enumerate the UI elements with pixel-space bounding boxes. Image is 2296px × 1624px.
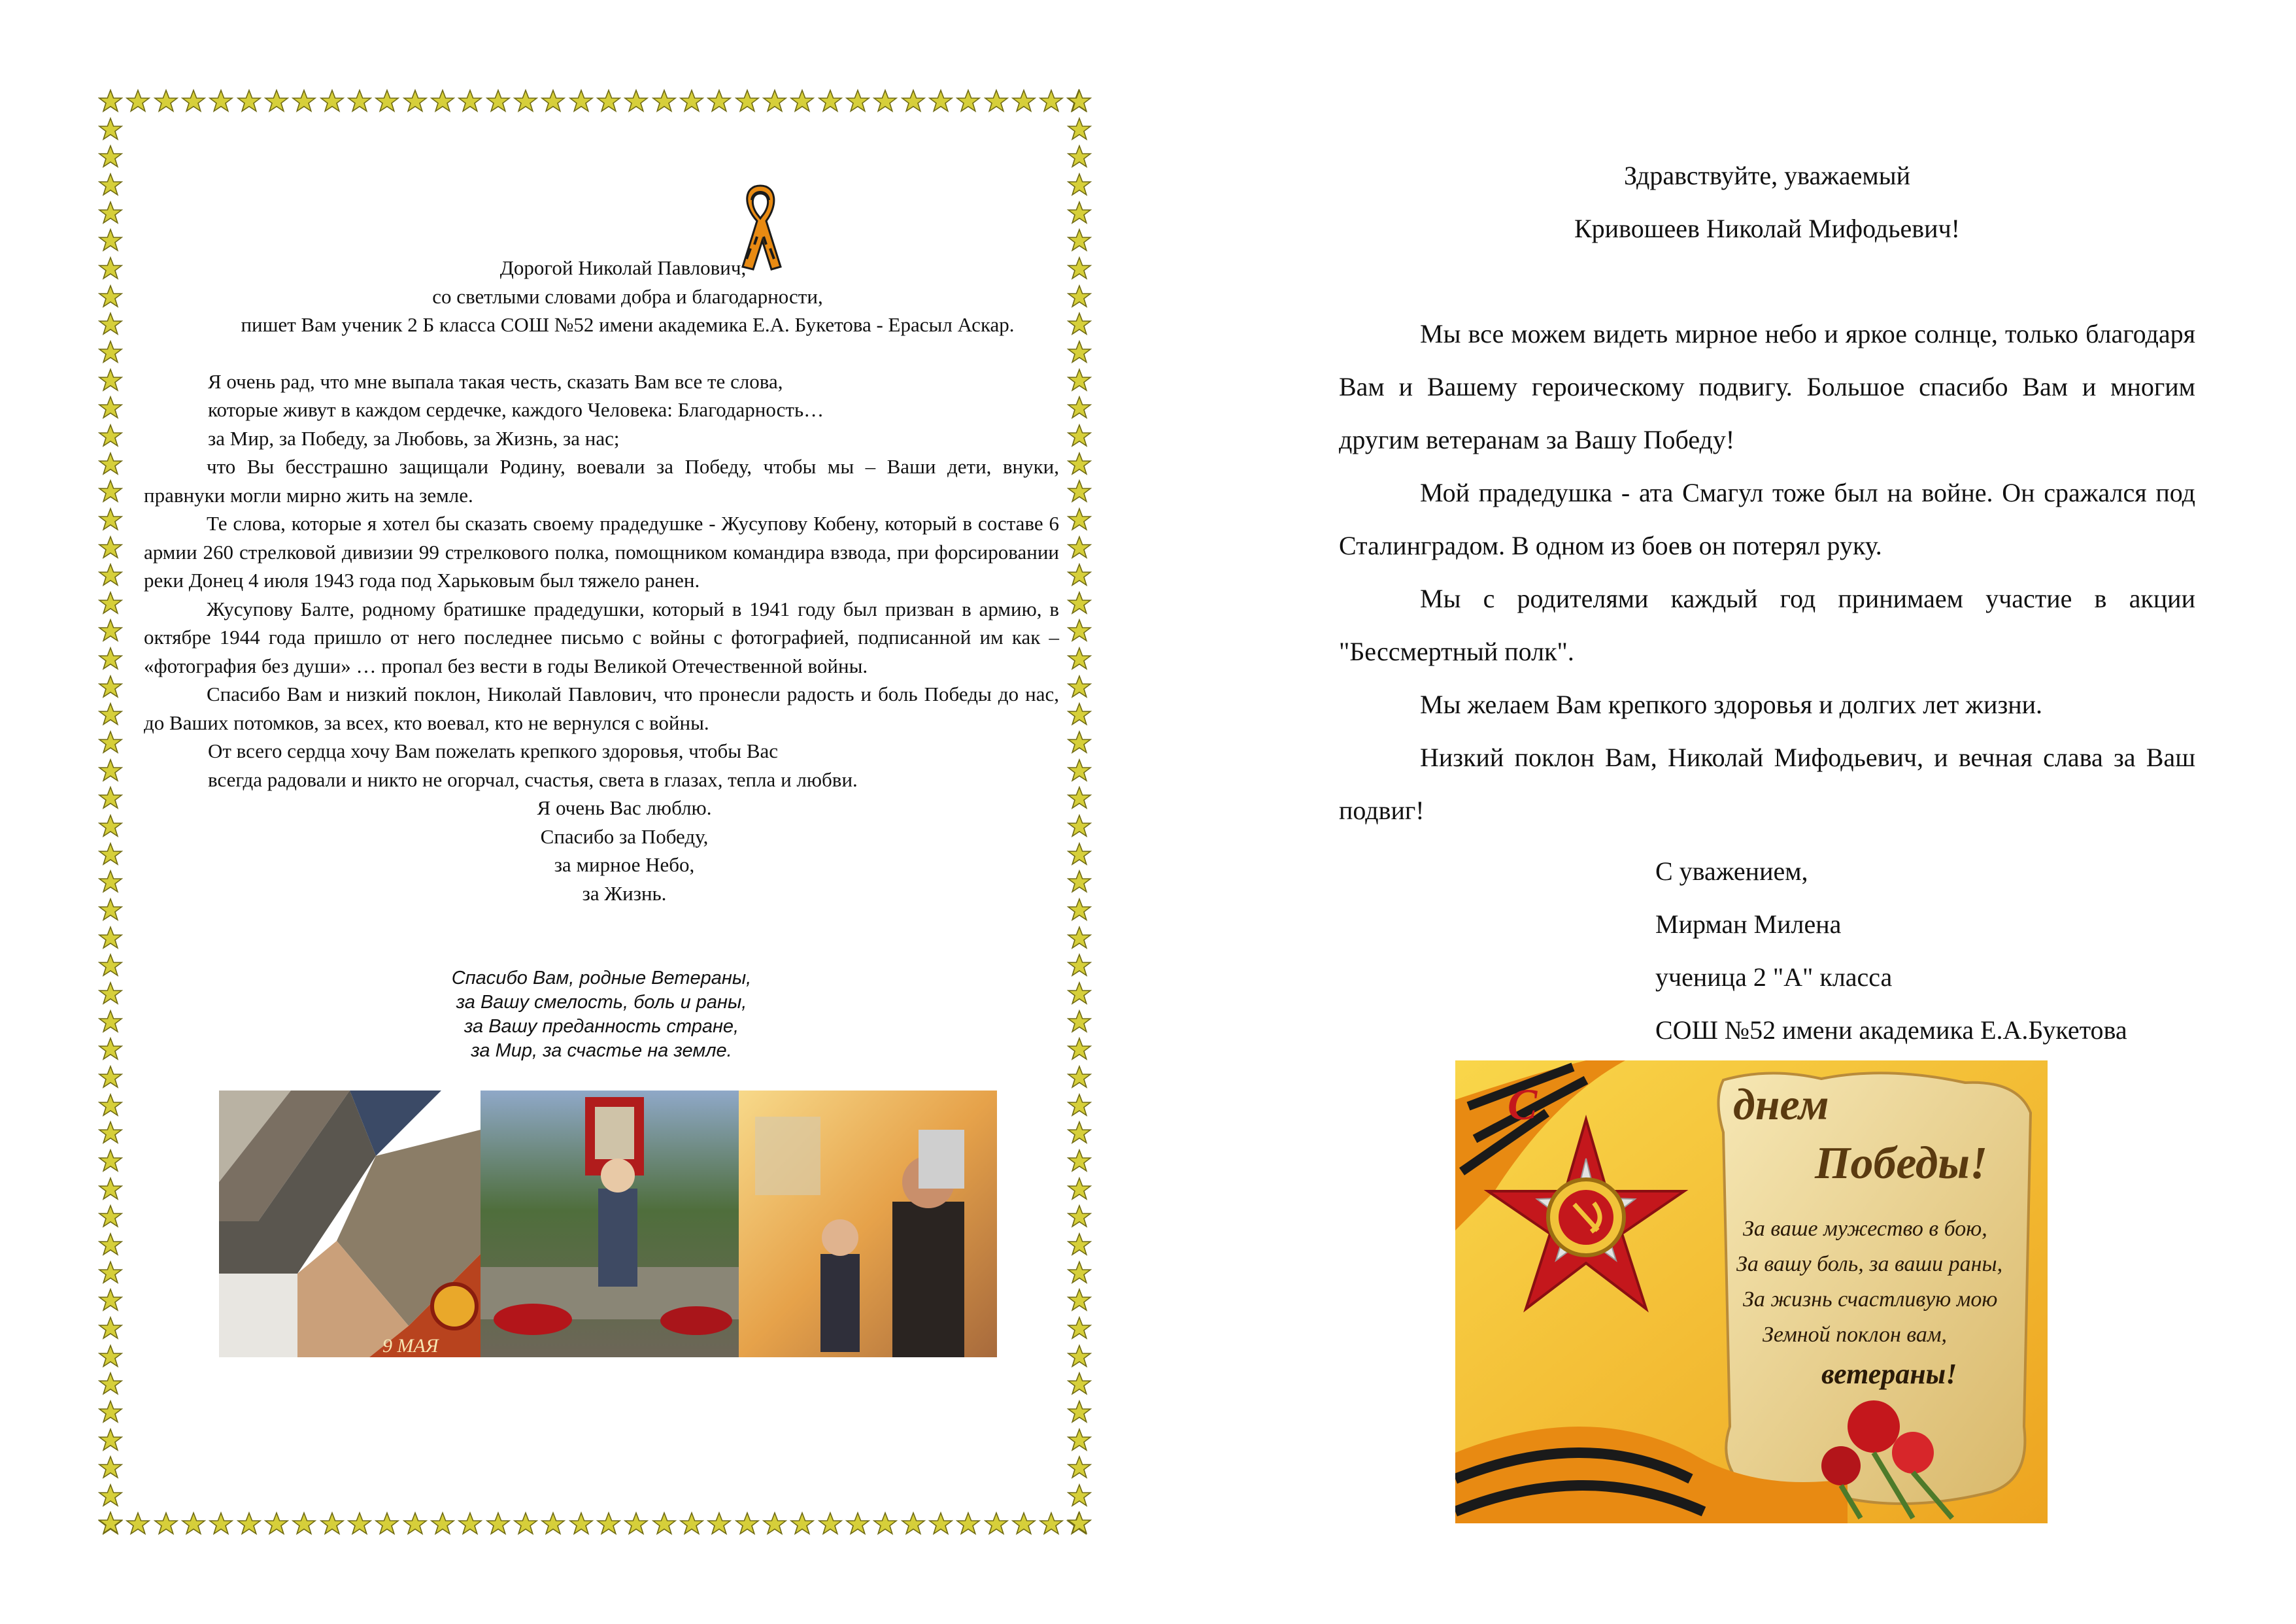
star-icon: [873, 89, 898, 114]
star-icon: [292, 89, 316, 114]
star-icon: [1067, 117, 1092, 142]
star-icon: [818, 1512, 843, 1536]
star-icon: [1067, 1344, 1092, 1369]
star-icon: [1067, 870, 1092, 894]
star-icon: [1067, 1065, 1092, 1090]
postcard-title-prefix: С: [1508, 1079, 1538, 1129]
star-icon: [98, 898, 123, 922]
star-icon: [98, 814, 123, 839]
star-icon: [1067, 144, 1092, 169]
star-icon: [98, 1009, 123, 1034]
collage-caption: 9 МАЯ: [382, 1335, 439, 1357]
star-icon: [652, 89, 677, 114]
star-icon: [98, 89, 123, 114]
letter-line: которые живут в каждом сердечке, каждого Человека: Благодарность…: [208, 398, 824, 421]
signature-line: Мирман Милена: [1655, 909, 1842, 939]
letter-closing: Спасибо за Победу,: [540, 824, 709, 848]
star-icon: [790, 1512, 815, 1536]
star-icon: [237, 1512, 262, 1536]
poem-line: за Мир, за счастье на земле.: [471, 1040, 732, 1061]
star-icon: [1067, 702, 1092, 727]
star-icon: [98, 144, 123, 169]
star-icon: [1067, 452, 1092, 477]
poem-line: за Вашу смелость, боль и раны,: [456, 992, 747, 1013]
star-icon: [320, 1512, 345, 1536]
star-icon: [1067, 535, 1092, 560]
star-icon: [98, 1121, 123, 1145]
star-icon: [237, 89, 262, 114]
star-icon: [1067, 1121, 1092, 1145]
star-icon: [98, 563, 123, 588]
letter-paragraph: Низкий поклон Вам, Николай Мифодьевич, и вечная слава за Ваш подвиг!: [1339, 743, 2195, 825]
star-icon: [679, 89, 704, 114]
signature-line: СОШ №52 имени академика Е.А.Букетова: [1655, 1015, 2127, 1045]
star-icon: [1067, 1400, 1092, 1425]
victory-day-postcard: [1455, 1060, 2048, 1523]
star-icon: [98, 1204, 123, 1229]
right-letter-text: [1339, 149, 2195, 837]
star-icon: [98, 591, 123, 616]
star-icon: [1067, 312, 1092, 337]
star-icon: [1067, 647, 1092, 671]
star-icon: [98, 647, 123, 671]
star-border-top: [98, 89, 1092, 114]
star-icon: [1039, 89, 1064, 114]
star-icon: [1067, 563, 1092, 588]
star-icon: [98, 256, 123, 281]
letter-paragraph: Жусупову Балте, родному братишке прадедушки, который в 1941 году был призван в армию, в октябре 1944 года пришло от него последнее письмо с войны с фотографией, подписанной им как – «фотография без души» … пропал без вести в годы Великой Отечественной войны.: [144, 597, 1059, 677]
star-icon: [596, 1512, 621, 1536]
star-icon: [762, 1512, 787, 1536]
letter-greeting: Кривошеев Николай Мифодьевич!: [1574, 214, 1960, 243]
star-icon: [264, 1512, 289, 1536]
star-icon: [98, 507, 123, 532]
star-icon: [1067, 368, 1092, 393]
star-icon: [98, 1511, 123, 1536]
star-icon: [375, 1512, 399, 1536]
star-icon: [98, 1483, 123, 1508]
letter-greeting: Дорогой Николай Павлович,: [499, 256, 747, 279]
poem-line: за Вашу преданность стране,: [464, 1016, 739, 1037]
star-icon: [1067, 758, 1092, 783]
star-icon: [928, 89, 953, 114]
postcard-verse-line: За ваше мужество в бою,: [1743, 1217, 1987, 1241]
star-icon: [1067, 1372, 1092, 1396]
star-icon: [1067, 814, 1092, 839]
star-icon: [707, 1512, 732, 1536]
star-icon: [1067, 479, 1092, 504]
star-icon: [486, 89, 511, 114]
left-letter-text: [144, 254, 1059, 907]
postcard-verse-line: За жизнь счастливую мою: [1743, 1287, 1998, 1311]
star-icon: [98, 953, 123, 978]
star-icon: [1067, 89, 1092, 114]
star-border-right: [1067, 89, 1092, 1536]
star-icon: [98, 117, 123, 142]
star-icon: [98, 842, 123, 867]
star-icon: [1067, 1260, 1092, 1285]
star-icon: [1067, 1204, 1092, 1229]
star-icon: [375, 89, 399, 114]
star-icon: [1067, 618, 1092, 643]
star-icon: [98, 201, 123, 226]
star-icon: [98, 340, 123, 365]
star-border-left: [98, 89, 123, 1536]
star-icon: [98, 702, 123, 727]
star-icon: [126, 89, 150, 114]
star-icon: [98, 1149, 123, 1174]
letter-closing: за мирное Небо,: [554, 853, 695, 876]
poem: [144, 966, 1059, 1063]
postcard-verse-line: За вашу боль, за ваши раны,: [1736, 1252, 2003, 1276]
star-icon: [98, 730, 123, 755]
star-icon: [1011, 1512, 1036, 1536]
star-icon: [1067, 228, 1092, 253]
star-icon: [98, 173, 123, 197]
postcard-title-victory: Победы!: [1815, 1138, 1988, 1189]
letter-line: Я очень рад, что мне выпала такая честь, сказать Вам все те слова,: [208, 369, 783, 393]
star-icon: [1067, 256, 1092, 281]
letter-line: пишет Вам ученик 2 Б класса СОШ №52 имени академика Е.А. Букетова - Ерасыл Аскар.: [241, 313, 1015, 336]
star-icon: [98, 1037, 123, 1062]
star-icon: [1067, 842, 1092, 867]
letter-paragraph: что Вы бесстрашно защищали Родину, воевали за Победу, чтобы мы – Ваши дети, внуки, правнуки могли мирно жить на земле.: [144, 455, 1059, 507]
star-icon: [403, 89, 428, 114]
star-icon: [98, 981, 123, 1006]
star-icon: [513, 89, 538, 114]
letter-closing: Я очень Вас люблю.: [537, 796, 712, 819]
star-icon: [98, 1316, 123, 1341]
star-icon: [984, 1512, 1009, 1536]
star-icon: [347, 89, 372, 114]
letter-paragraph: Те слова, которые я хотел бы сказать своему прадедушке - Жусупову Кобену, который в составе 6 армии 260 стрелковой дивизии 99 стрелкового полка, помощником командира взвода, при форсировании реки Донец 4 июля 1943 года под Харьковым был тяжело ранен.: [144, 512, 1059, 592]
star-icon: [1067, 1316, 1092, 1341]
star-icon: [1067, 1037, 1092, 1062]
star-icon: [98, 1260, 123, 1285]
star-icon: [98, 1372, 123, 1396]
star-icon: [1067, 1177, 1092, 1202]
star-icon: [181, 89, 206, 114]
star-icon: [596, 89, 621, 114]
star-icon: [458, 1512, 482, 1536]
star-icon: [98, 1093, 123, 1118]
star-icon: [98, 396, 123, 420]
star-icon: [1067, 1288, 1092, 1313]
star-icon: [98, 1344, 123, 1369]
star-icon: [98, 758, 123, 783]
star-icon: [292, 1512, 316, 1536]
star-border-bottom: [98, 1512, 1092, 1536]
letter-paragraph: Мой прадедушка - ата Смагул тоже был на войне. Он сражался под Сталинградом. В одном из боев он потерял руку.: [1339, 478, 2195, 560]
letter-greeting: Здравствуйте, уважаемый: [1623, 161, 1911, 190]
signature-line: С уважением,: [1655, 856, 1808, 886]
star-icon: [1067, 1232, 1092, 1257]
star-icon: [1067, 1428, 1092, 1453]
star-icon: [98, 1455, 123, 1480]
star-icon: [98, 452, 123, 477]
star-icon: [956, 1512, 981, 1536]
star-icon: [98, 1428, 123, 1453]
star-icon: [1067, 1455, 1092, 1480]
star-icon: [1067, 1149, 1092, 1174]
letter-line: со светлыми словами добра и благодарности,: [432, 284, 823, 308]
star-icon: [98, 535, 123, 560]
star-icon: [1067, 1483, 1092, 1508]
photo-collage: [219, 1091, 997, 1357]
signature-line: ученица 2 "А" класса: [1655, 962, 1893, 992]
star-icon: [624, 1512, 649, 1536]
star-icon: [126, 1512, 150, 1536]
star-icon: [1067, 201, 1092, 226]
star-icon: [154, 1512, 178, 1536]
star-icon: [1067, 173, 1092, 197]
star-icon: [652, 1512, 677, 1536]
star-icon: [486, 1512, 511, 1536]
star-icon: [845, 1512, 870, 1536]
letter-paragraph: Мы все можем видеть мирное небо и яркое солнце, только благодаря Вам и Вашему героическому подвигу. Большое спасибо Вам и многим другим ветеранам за Вашу Победу!: [1339, 319, 2195, 454]
star-icon: [928, 1512, 953, 1536]
star-icon: [707, 89, 732, 114]
star-icon: [679, 1512, 704, 1536]
star-icon: [541, 1512, 566, 1536]
star-icon: [98, 1288, 123, 1313]
star-icon: [901, 89, 926, 114]
star-icon: [1067, 981, 1092, 1006]
star-icon: [181, 1512, 206, 1536]
star-icon: [845, 89, 870, 114]
star-icon: [458, 89, 482, 114]
star-icon: [430, 89, 455, 114]
star-icon: [735, 1512, 760, 1536]
star-icon: [541, 89, 566, 114]
star-icon: [818, 89, 843, 114]
star-icon: [1067, 926, 1092, 951]
star-icon: [762, 89, 787, 114]
star-icon: [98, 1232, 123, 1257]
poem-line: Спасибо Вам, родные Ветераны,: [451, 968, 752, 989]
star-icon: [347, 1512, 372, 1536]
star-icon: [98, 228, 123, 253]
letter-paragraph: Мы с родителями каждый год принимаем участие в акции "Бессмертный полк".: [1339, 584, 2195, 666]
star-icon: [98, 479, 123, 504]
star-icon: [1011, 89, 1036, 114]
star-icon: [403, 1512, 428, 1536]
star-icon: [1067, 730, 1092, 755]
star-icon: [98, 1177, 123, 1202]
signature-block: [1655, 845, 2127, 1057]
postcard-verse-line: ветераны!: [1821, 1358, 1957, 1390]
star-icon: [320, 89, 345, 114]
star-icon: [98, 1400, 123, 1425]
star-icon: [430, 1512, 455, 1536]
star-icon: [1067, 953, 1092, 978]
star-icon: [98, 926, 123, 951]
star-icon: [98, 870, 123, 894]
letter-line: От всего сердца хочу Вам пожелать крепкого здоровья, чтобы Вас: [208, 739, 779, 762]
star-icon: [956, 89, 981, 114]
star-icon: [513, 1512, 538, 1536]
star-icon: [98, 284, 123, 309]
letter-line: за Мир, за Победу, за Любовь, за Жизнь, за нас;: [208, 426, 620, 450]
star-icon: [98, 618, 123, 643]
star-icon: [1067, 675, 1092, 700]
star-icon: [1067, 340, 1092, 365]
star-icon: [901, 1512, 926, 1536]
star-icon: [1067, 591, 1092, 616]
letter-closing: за Жизнь.: [582, 881, 667, 905]
postcard-title-day: днем: [1733, 1079, 1829, 1129]
star-icon: [1067, 396, 1092, 420]
star-icon: [735, 89, 760, 114]
star-icon: [1067, 898, 1092, 922]
star-icon: [569, 1512, 594, 1536]
letter-line: всегда радовали и никто не огорчал, счастья, света в глазах, тепла и любви.: [208, 768, 858, 791]
letter-paragraph: Мы желаем Вам крепкого здоровья и долгих лет жизни.: [1420, 690, 2043, 719]
star-icon: [873, 1512, 898, 1536]
star-icon: [1067, 1511, 1092, 1536]
star-icon: [264, 89, 289, 114]
star-icon: [154, 89, 178, 114]
star-icon: [624, 89, 649, 114]
star-icon: [1039, 1512, 1064, 1536]
star-icon: [984, 89, 1009, 114]
star-icon: [209, 1512, 233, 1536]
star-icon: [569, 89, 594, 114]
star-icon: [98, 786, 123, 811]
star-icon: [98, 1065, 123, 1090]
star-icon: [98, 675, 123, 700]
star-icon: [1067, 1009, 1092, 1034]
star-icon: [1067, 284, 1092, 309]
star-icon: [98, 312, 123, 337]
star-icon: [1067, 786, 1092, 811]
star-icon: [98, 424, 123, 448]
letter-paragraph: Спасибо Вам и низкий поклон, Николай Павлович, что пронесли радость и боль Победы до нас, до Ваших потомков, за всех, кто воевал, кто не вернулся с войны.: [144, 683, 1059, 734]
star-icon: [1067, 1093, 1092, 1118]
star-icon: [1067, 424, 1092, 448]
postcard-verse-line: Земной поклон вам,: [1763, 1323, 1948, 1347]
star-icon: [790, 89, 815, 114]
star-icon: [1067, 507, 1092, 532]
star-icon: [209, 89, 233, 114]
star-icon: [98, 368, 123, 393]
